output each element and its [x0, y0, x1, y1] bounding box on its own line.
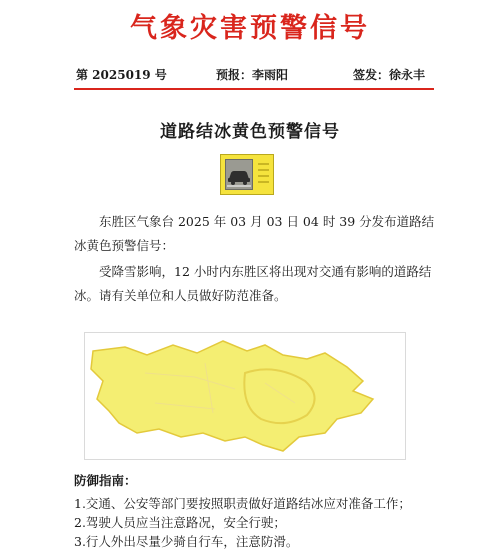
car-icon [226, 160, 252, 189]
guidance-heading: 防御指南： [74, 473, 137, 488]
document-title: 道路结冰黄色预警信号 [160, 122, 340, 142]
warning-region [91, 341, 373, 451]
masthead-title: 气象灾害预警信号 [130, 13, 370, 44]
guidance-item-2: 2.驾驶人员应当注意路况，安全行驶； [74, 515, 286, 530]
guidance-item-1: 1.交通、公安等部门要按照职责做好道路结冰应对准备工作； [74, 496, 411, 511]
forecaster-label: 预报：李雨阳 [216, 68, 289, 82]
issue-number: 第 2025019 号 [76, 68, 167, 82]
issuance-paragraph: 东胜区气象台 2025 年 03 月 03 日 04 时 39 分发布道路结冰黄色预警信号： [74, 214, 435, 253]
road-icing-signal-icon [220, 154, 274, 195]
guidance-item-3: 3.行人外出尽量少骑自行车，注意防滑。 [74, 534, 299, 549]
warning-area-map [85, 333, 405, 459]
header-divider [74, 88, 434, 90]
impact-paragraph: 受降雪影响，12 小时内东胜区将出现对交通有影响的道路结冰。请有关单位和人员做好防范准备。 [74, 264, 432, 303]
issuer-label: 签发：徐永丰 [353, 68, 426, 82]
signal-car-panel [225, 159, 253, 190]
ice-stripe-icon [256, 161, 271, 189]
district-map [84, 332, 406, 460]
